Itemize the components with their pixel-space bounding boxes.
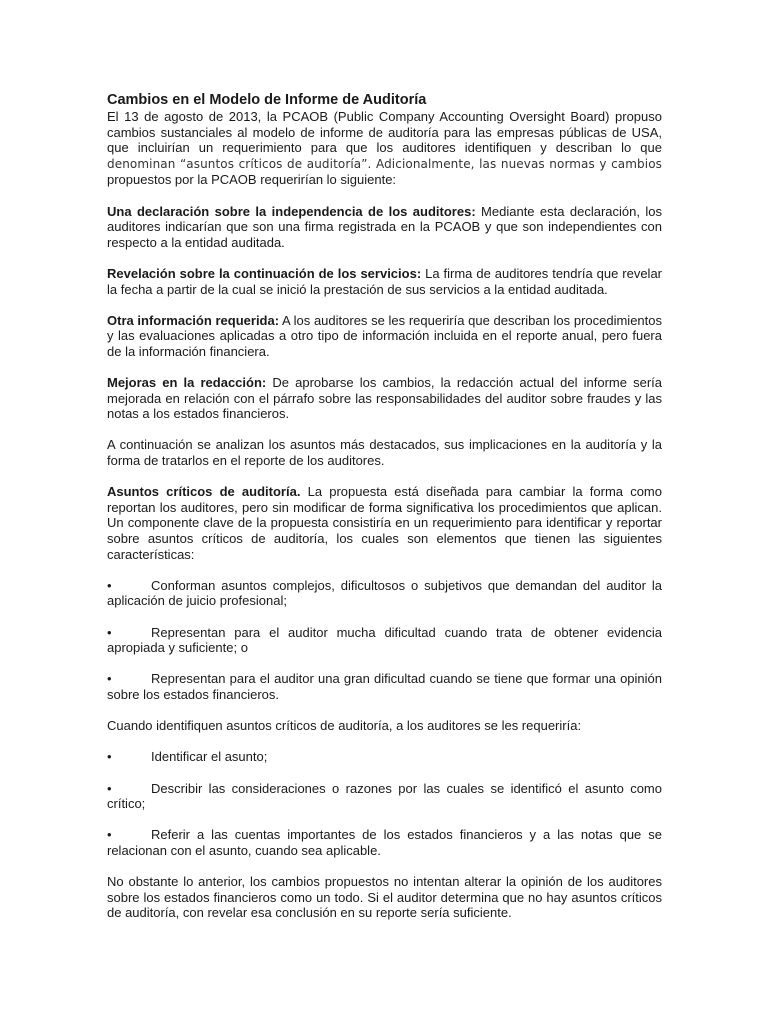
bullet-icon: • xyxy=(107,827,112,843)
bullet-icon: • xyxy=(107,624,112,640)
intro-text-3: propuestos por la PCAOB requerirían lo siguiente: xyxy=(107,172,397,188)
section-other-info xyxy=(107,313,662,360)
closing-paragraph: No obstante lo anterior, los cambios propuestos no intentan alterar la opinión de los auditores sobre los estados financieros como un todo. Si el auditor determina que no hay asuntos críticos de auditoría, con revelar esa conclusión en su reporte sería suficiente. xyxy=(107,874,662,921)
list-item-text: Representan para el auditor una gran dificultad cuando se tiene que formar una opinión sobre los estados financieros. xyxy=(107,671,662,702)
list-item-text: Representan para el auditor mucha dificultad cuando trata de obtener evidencia apropiada y suficiente; o xyxy=(107,624,662,656)
list-item xyxy=(107,671,662,702)
section-wording xyxy=(107,375,662,422)
bullet-icon: • xyxy=(107,780,112,796)
intro-text-1: El 13 de agosto de 2013, la PCAOB (Public Company Accounting Oversight Board) propuso cambios sustanciales al modelo de informe de auditoría para las empresas públicas de USA, que incluirían un requerimiento para que los auditores identifiquen y describan lo que xyxy=(107,109,662,156)
list-item xyxy=(107,578,662,609)
section-heading: Revelación sobre la continuación de los servicios: xyxy=(107,265,422,281)
section-continuation xyxy=(107,266,662,297)
section-heading: Una declaración sobre la independencia de los auditores: xyxy=(107,203,476,219)
document-title: Cambios en el Modelo de Informe de Auditoría xyxy=(107,92,427,108)
section-heading: Mejoras en la redacción: xyxy=(107,375,267,391)
list-item-text: Conforman asuntos complejos, dificultosos o subjetivos que demandan del auditor la aplicación de juicio profesional; xyxy=(107,577,662,609)
bullet-icon: • xyxy=(107,577,112,593)
critical-heading: Asuntos críticos de auditoría. xyxy=(107,484,301,500)
list-item xyxy=(107,749,662,765)
bullet-icon: • xyxy=(107,671,112,687)
section-text: La firma de auditores tendría que revelar la fecha a partir de la cual se inició la prestación de sus servicios a la entidad auditada. xyxy=(107,265,663,297)
list-item xyxy=(107,625,662,656)
analysis-intro-paragraph: A continuación se analizan los asuntos más destacados, sus implicaciones en la auditoría y la forma de tratarlos en el reporte de los auditores. xyxy=(107,437,662,469)
intro-text-2: denominan “asuntos críticos de auditoría”. Adicionalmente, las nuevas normas y cambios xyxy=(107,156,662,171)
list-item xyxy=(107,781,662,812)
requirements-intro-paragraph: Cuando identifiquen asuntos críticos de auditoría, a los auditores se les requeriría: xyxy=(107,718,582,734)
document-page xyxy=(107,92,662,921)
list-item-text: Identificar el asunto; xyxy=(151,749,268,765)
bullet-icon: • xyxy=(107,749,112,765)
critical-text: La propuesta está diseñada para cambiar la forma como reportan los auditores, pero sin modificar de forma significativa los procedimientos que aplican. Un componente clave de la propuesta consistiría en un requerimiento para identificar y reportar sobre asuntos críticos de auditoría, los cuales son elementos que tienen las siguientes características: xyxy=(107,484,662,562)
section-text: A los auditores se les requeriría que describan los procedimientos y las evaluaciones aplicadas a otro tipo de información incluida en el reporte anual, pero fuera de la información financiera. xyxy=(107,312,662,359)
list-item xyxy=(107,827,662,858)
list-item-text: Describir las consideraciones o razones por las cuales se identificó el asunto como crítico; xyxy=(107,780,662,812)
section-heading: Otra información requerida: xyxy=(107,312,280,328)
section-text: De aprobarse los cambios, la redacción actual del informe sería mejorada en relación con el párrafo sobre las responsabilidades del auditor sobre fraudes y las notas a los estados financieros. xyxy=(107,375,662,422)
critical-matters-paragraph xyxy=(107,484,662,562)
section-text: Mediante esta declaración, los auditores indicarían que son una firma registrada en la PCAOB y que son independientes con respecto a la entidad auditada. xyxy=(107,203,663,250)
section-independence xyxy=(107,204,662,251)
list-item-text: Referir a las cuentas importantes de los estados financieros y a las notas que se relacionan con el asunto, cuando sea aplicable. xyxy=(107,827,662,858)
intro-paragraph xyxy=(107,109,662,188)
